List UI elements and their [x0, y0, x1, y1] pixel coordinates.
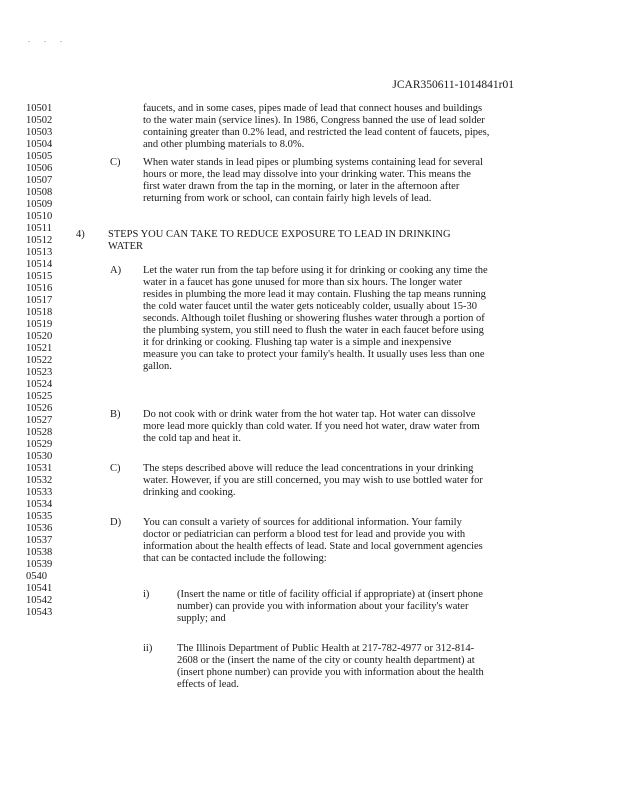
- document-id: JCAR350611-1014841r01: [392, 79, 514, 91]
- line-number: 10513: [26, 247, 53, 258]
- line-number: 10531: [26, 463, 53, 474]
- step-b-text: [143, 409, 480, 445]
- line-number: 10519: [26, 319, 53, 330]
- step-c-marker: C): [110, 463, 121, 474]
- line-number: 10504: [26, 139, 53, 150]
- text-line: Do not cook with or drink water from the hot water tap. Hot water can dissolve: [143, 409, 476, 420]
- text-line: The steps described above will reduce the lead concentrations in your drinking: [143, 463, 474, 474]
- text-line: effects of lead.: [177, 679, 239, 690]
- line-number: 10522: [26, 355, 53, 366]
- step-c-text: [143, 463, 483, 499]
- sub-ii-text: [177, 643, 484, 691]
- line-number: 10503: [26, 127, 53, 138]
- line-number: 10518: [26, 307, 53, 318]
- line-number: 10534: [26, 499, 53, 510]
- line-number: 10523: [26, 367, 53, 378]
- title-line: STEPS YOU CAN TAKE TO REDUCE EXPOSURE TO LEAD IN DRINKING: [108, 229, 451, 240]
- line-number: 10536: [26, 523, 53, 534]
- line-number: 10517: [26, 295, 53, 306]
- sub-i-marker: i): [143, 589, 150, 600]
- text-line: doctor or pediatrician can perform a blood test for lead and provide you with: [143, 529, 466, 540]
- line-number: 10505: [26, 151, 53, 162]
- line-number: 10529: [26, 439, 53, 450]
- sub-ii-marker: ii): [143, 643, 153, 654]
- line-number: 10514: [26, 259, 53, 270]
- text-line: first water drawn from the tap in the morning, or later in the afternoon after: [143, 181, 460, 192]
- text-line: more lead more quickly than cold water. If you need hot water, draw water from: [143, 421, 480, 432]
- line-number: 10527: [26, 415, 53, 426]
- text-line: number) can provide you with information about your facility's water: [177, 601, 469, 612]
- text-line: measure you can take to protect your family's health. It usually uses less than one: [143, 349, 485, 360]
- paragraph-intro: [143, 103, 489, 151]
- section-number: 4): [76, 229, 85, 240]
- line-number: 10506: [26, 163, 53, 174]
- scan-marks: . . .: [28, 35, 68, 44]
- text-line: to the water main (service lines). In 1986, Congress banned the use of lead solder: [143, 115, 485, 126]
- line-number: 10526: [26, 403, 53, 414]
- text-line: information about the health effects of lead. State and local government agencies: [143, 541, 483, 552]
- line-number: 10521: [26, 343, 53, 354]
- line-number: 10533: [26, 487, 53, 498]
- line-number: 10520: [26, 331, 53, 342]
- text-line: the cold tap and heat it.: [143, 433, 241, 444]
- text-line: returning from work or school, can contain fairly high levels of lead.: [143, 193, 432, 204]
- text-line: containing greater than 0.2% lead, and restricted the lead content of faucets, pipes,: [143, 127, 490, 138]
- text-line: 2608 or the (insert the name of the city or county health department) at: [177, 655, 475, 666]
- line-number: 10530: [26, 451, 53, 462]
- line-number: 10502: [26, 115, 53, 126]
- line-number: 10515: [26, 271, 53, 282]
- line-number: 10508: [26, 187, 53, 198]
- text-line: You can consult a variety of sources for additional information. Your family: [143, 517, 462, 528]
- step-d-marker: D): [110, 517, 122, 528]
- text-line: hours or more, the lead may dissolve into your drinking water. This means the: [143, 169, 471, 180]
- line-number: 10516: [26, 283, 53, 294]
- line-number: 10543: [26, 607, 53, 618]
- text-line: gallon.: [143, 361, 172, 372]
- step-b-marker: B): [110, 409, 121, 420]
- text-line: seconds. Although toilet flushing or showering flushes water through a portion of: [143, 313, 485, 324]
- text-line: water in a faucet has gone unused for more than six hours. The longer water: [143, 277, 463, 288]
- line-number: 10538: [26, 547, 53, 558]
- sub-i-text: [177, 589, 483, 625]
- text-line: The Illinois Department of Public Health at 217-782-4977 or 312-814-: [177, 643, 475, 654]
- line-number: 10509: [26, 199, 53, 210]
- section-title: [108, 229, 451, 253]
- text-line: that can be contacted include the following:: [143, 553, 327, 564]
- text-line: supply; and: [177, 613, 226, 624]
- line-number: 10501: [26, 103, 53, 114]
- text-line: (Insert the name or title of facility official if appropriate) at (insert phone: [177, 589, 483, 600]
- text-line: and other plumbing materials to 8.0%.: [143, 139, 305, 150]
- text-line: water. However, if you are still concerned, you may wish to use bottled water for: [143, 475, 483, 486]
- line-number: 10525: [26, 391, 53, 402]
- line-number: 10535: [26, 511, 53, 522]
- item-c-text: [143, 157, 483, 205]
- text-line: Let the water run from the tap before using it for drinking or cooking any time the: [143, 265, 488, 276]
- title-line: WATER: [108, 241, 143, 252]
- line-number: 10510: [26, 211, 53, 222]
- text-line: the cold water faucet until the water gets noticeably colder, usually about 15-30: [143, 301, 478, 312]
- line-number: 10512: [26, 235, 53, 246]
- line-number: 10511: [26, 223, 52, 234]
- line-number: 10524: [26, 379, 53, 390]
- text-line: drinking and cooking.: [143, 487, 236, 498]
- text-line: the plumbing system, you still need to flush the water in each faucet before using: [143, 325, 484, 336]
- text-line: resides in plumbing the more lead it may contain. Flushing the tap means running: [143, 289, 486, 300]
- line-number: 10507: [26, 175, 53, 186]
- line-number: 10542: [26, 595, 53, 606]
- text-line: (insert phone number) can provide you with information about the health: [177, 667, 484, 678]
- line-number: 10528: [26, 427, 53, 438]
- line-number: 0540: [26, 571, 47, 582]
- text-line: faucets, and in some cases, pipes made of lead that connect houses and buildings: [143, 103, 483, 114]
- text-line: it for drinking or cooking. Flushing tap water is a simple and inexpensive: [143, 337, 452, 348]
- step-d-text: [143, 517, 483, 565]
- text-line: When water stands in lead pipes or plumbing systems containing lead for several: [143, 157, 483, 168]
- line-number: 10537: [26, 535, 53, 546]
- item-c-marker: C): [110, 157, 121, 168]
- line-number: 10539: [26, 559, 53, 570]
- step-a-marker: A): [110, 265, 122, 276]
- line-number: 10541: [26, 583, 53, 594]
- line-number: 10532: [26, 475, 53, 486]
- step-a-text: [143, 265, 488, 373]
